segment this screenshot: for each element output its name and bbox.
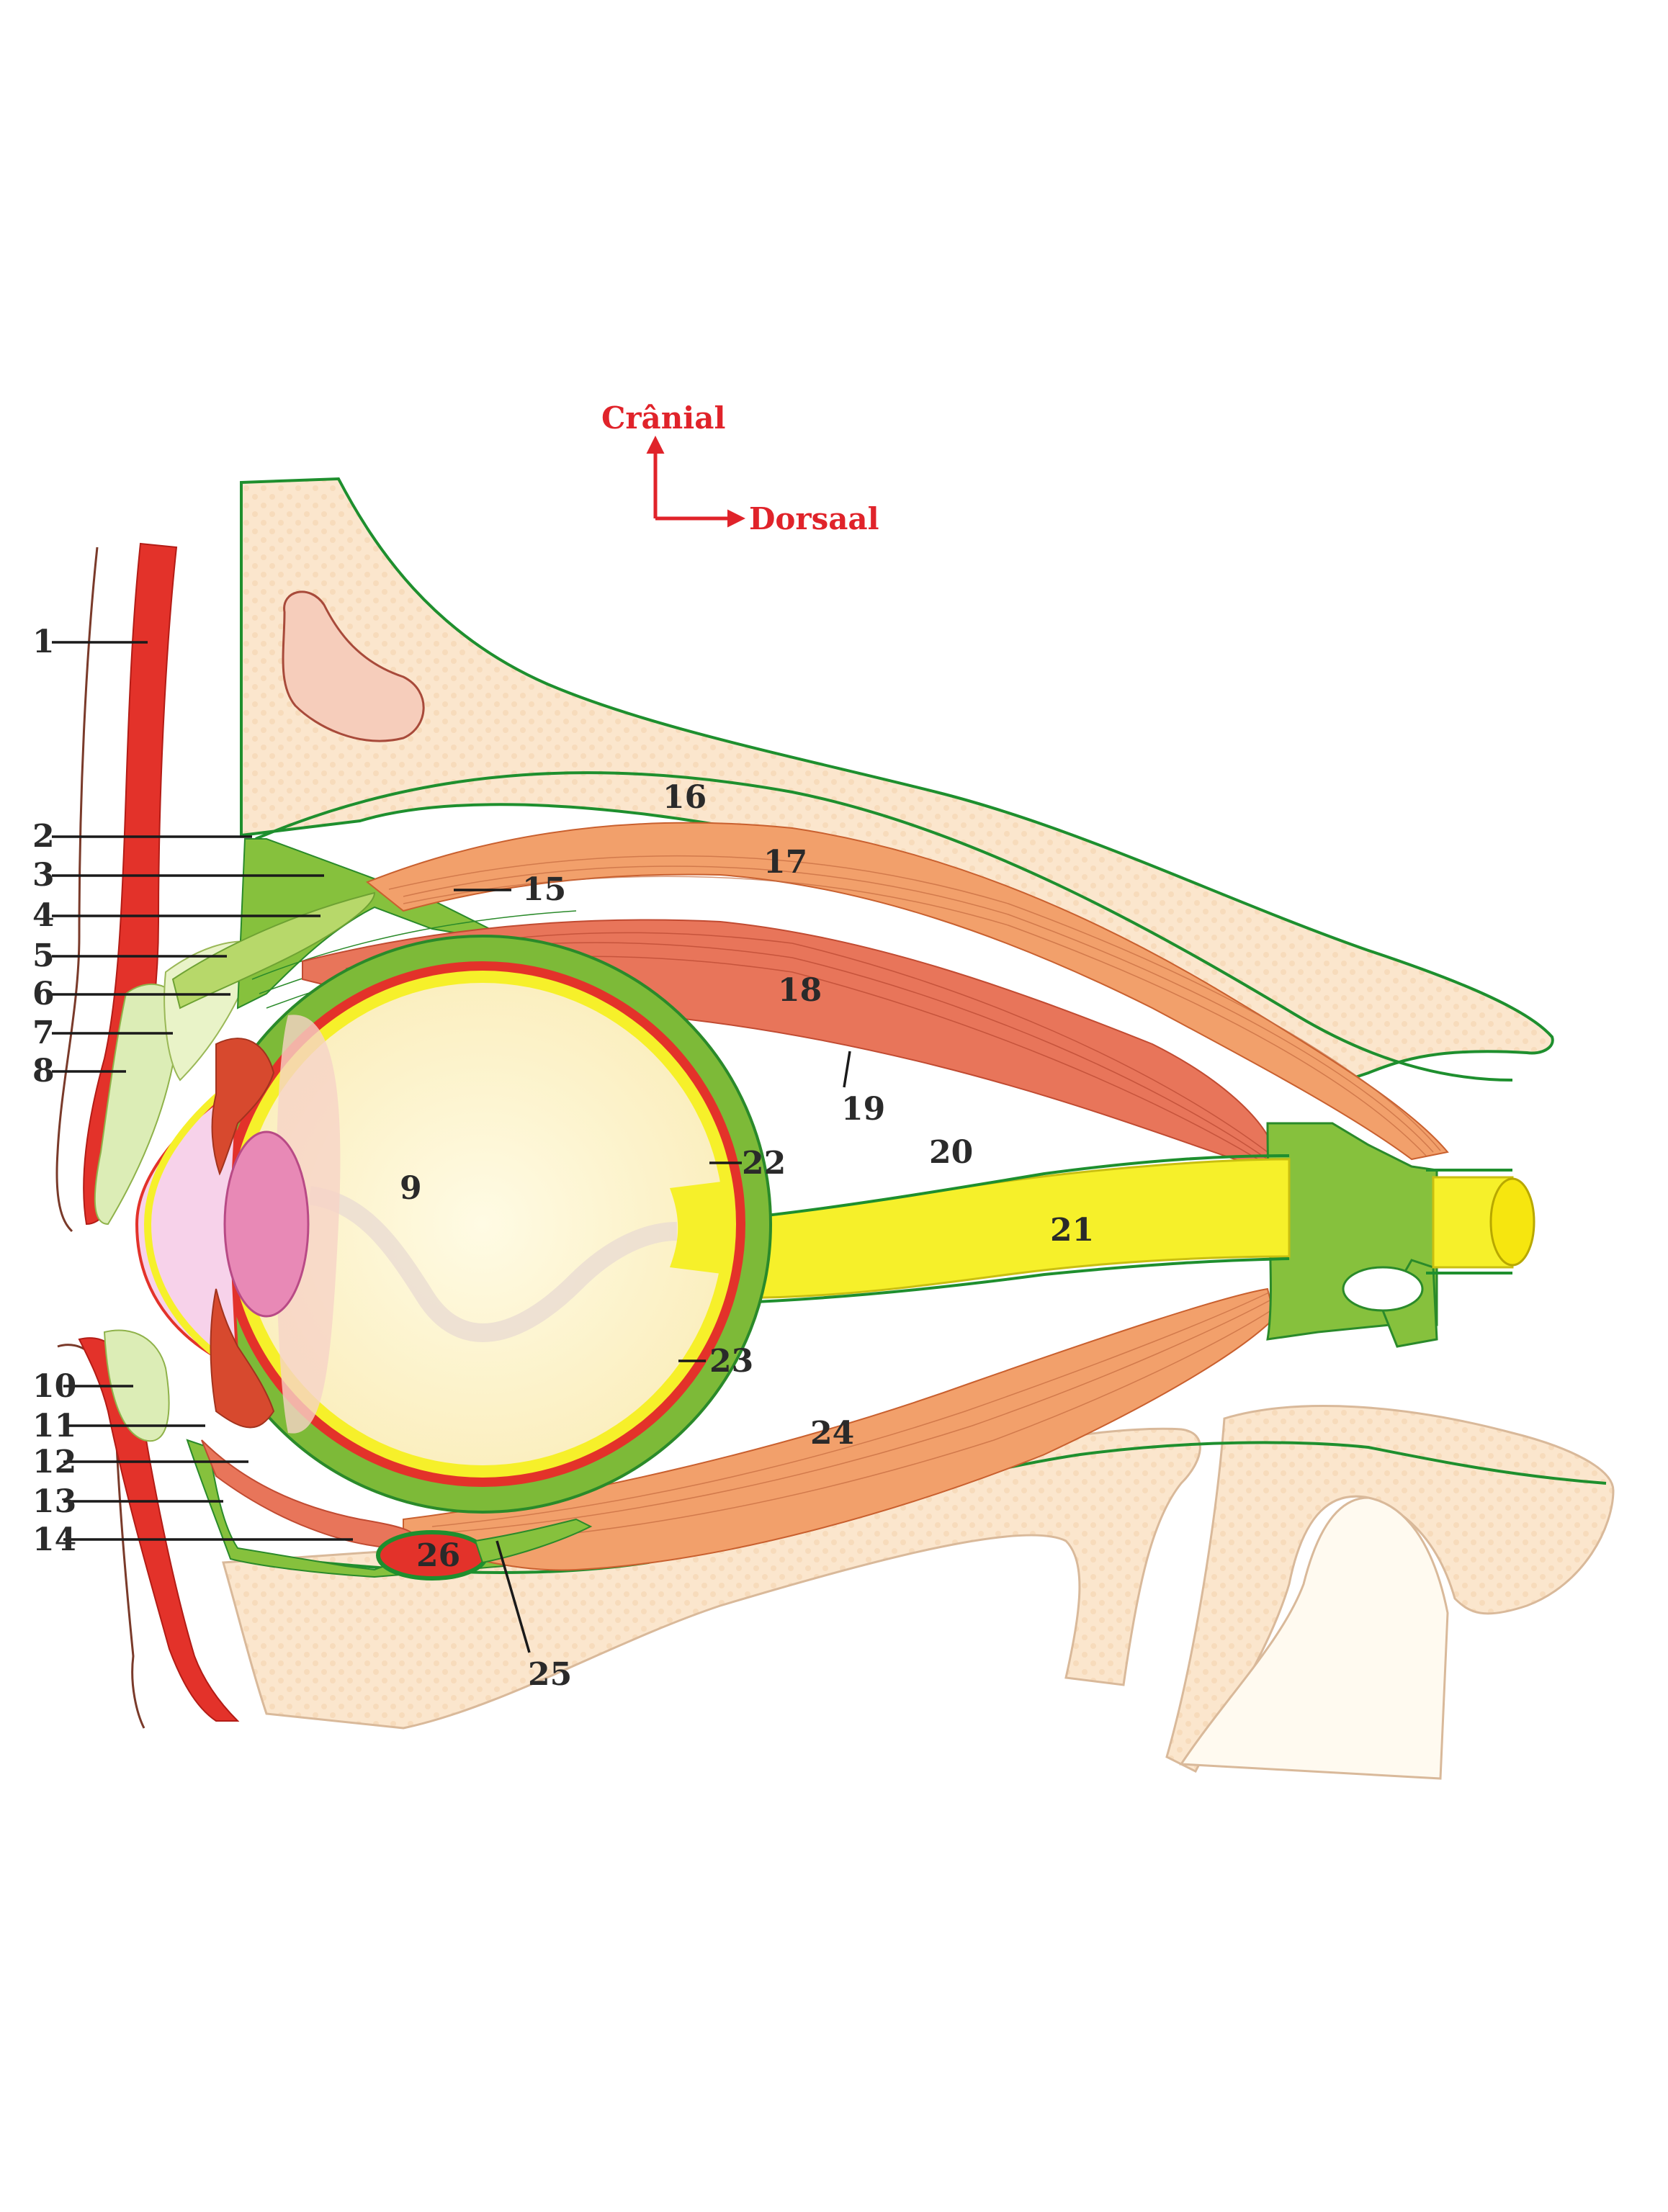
label-13: 13 (32, 1483, 77, 1520)
label-21: 21 (1050, 1212, 1095, 1249)
dorsal-label: Dorsaal (749, 501, 879, 536)
label-2: 2 (32, 818, 55, 855)
label-25: 25 (528, 1656, 573, 1693)
orientation-indicator (601, 400, 879, 536)
label-15: 15 (522, 871, 567, 908)
cranial-label: Crânial (601, 400, 726, 436)
label-18: 18 (778, 972, 822, 1009)
label-22: 22 (742, 1145, 786, 1182)
label-7: 7 (32, 1015, 55, 1051)
apex-foramen (1343, 1267, 1422, 1310)
label-3: 3 (32, 857, 55, 894)
label-24: 24 (810, 1415, 855, 1452)
label-6: 6 (32, 976, 55, 1012)
label-26: 26 (416, 1537, 461, 1574)
eyeball (137, 936, 771, 1512)
label-14: 14 (32, 1521, 77, 1558)
label-10: 10 (32, 1368, 77, 1405)
label-4: 4 (32, 897, 55, 934)
label-5: 5 (32, 938, 55, 974)
optic-nerve-end (1491, 1179, 1534, 1265)
optic-disc (670, 1181, 727, 1274)
label-17: 17 (763, 844, 808, 881)
label-19: 19 (841, 1091, 886, 1128)
label-11: 11 (32, 1408, 77, 1444)
label-9: 9 (400, 1170, 422, 1207)
label-1: 1 (32, 624, 55, 660)
lens (225, 1132, 308, 1316)
label-20: 20 (929, 1134, 974, 1171)
label-23: 23 (709, 1343, 754, 1380)
label-8: 8 (32, 1053, 55, 1089)
label-12: 12 (32, 1444, 77, 1480)
label-16: 16 (663, 779, 707, 816)
